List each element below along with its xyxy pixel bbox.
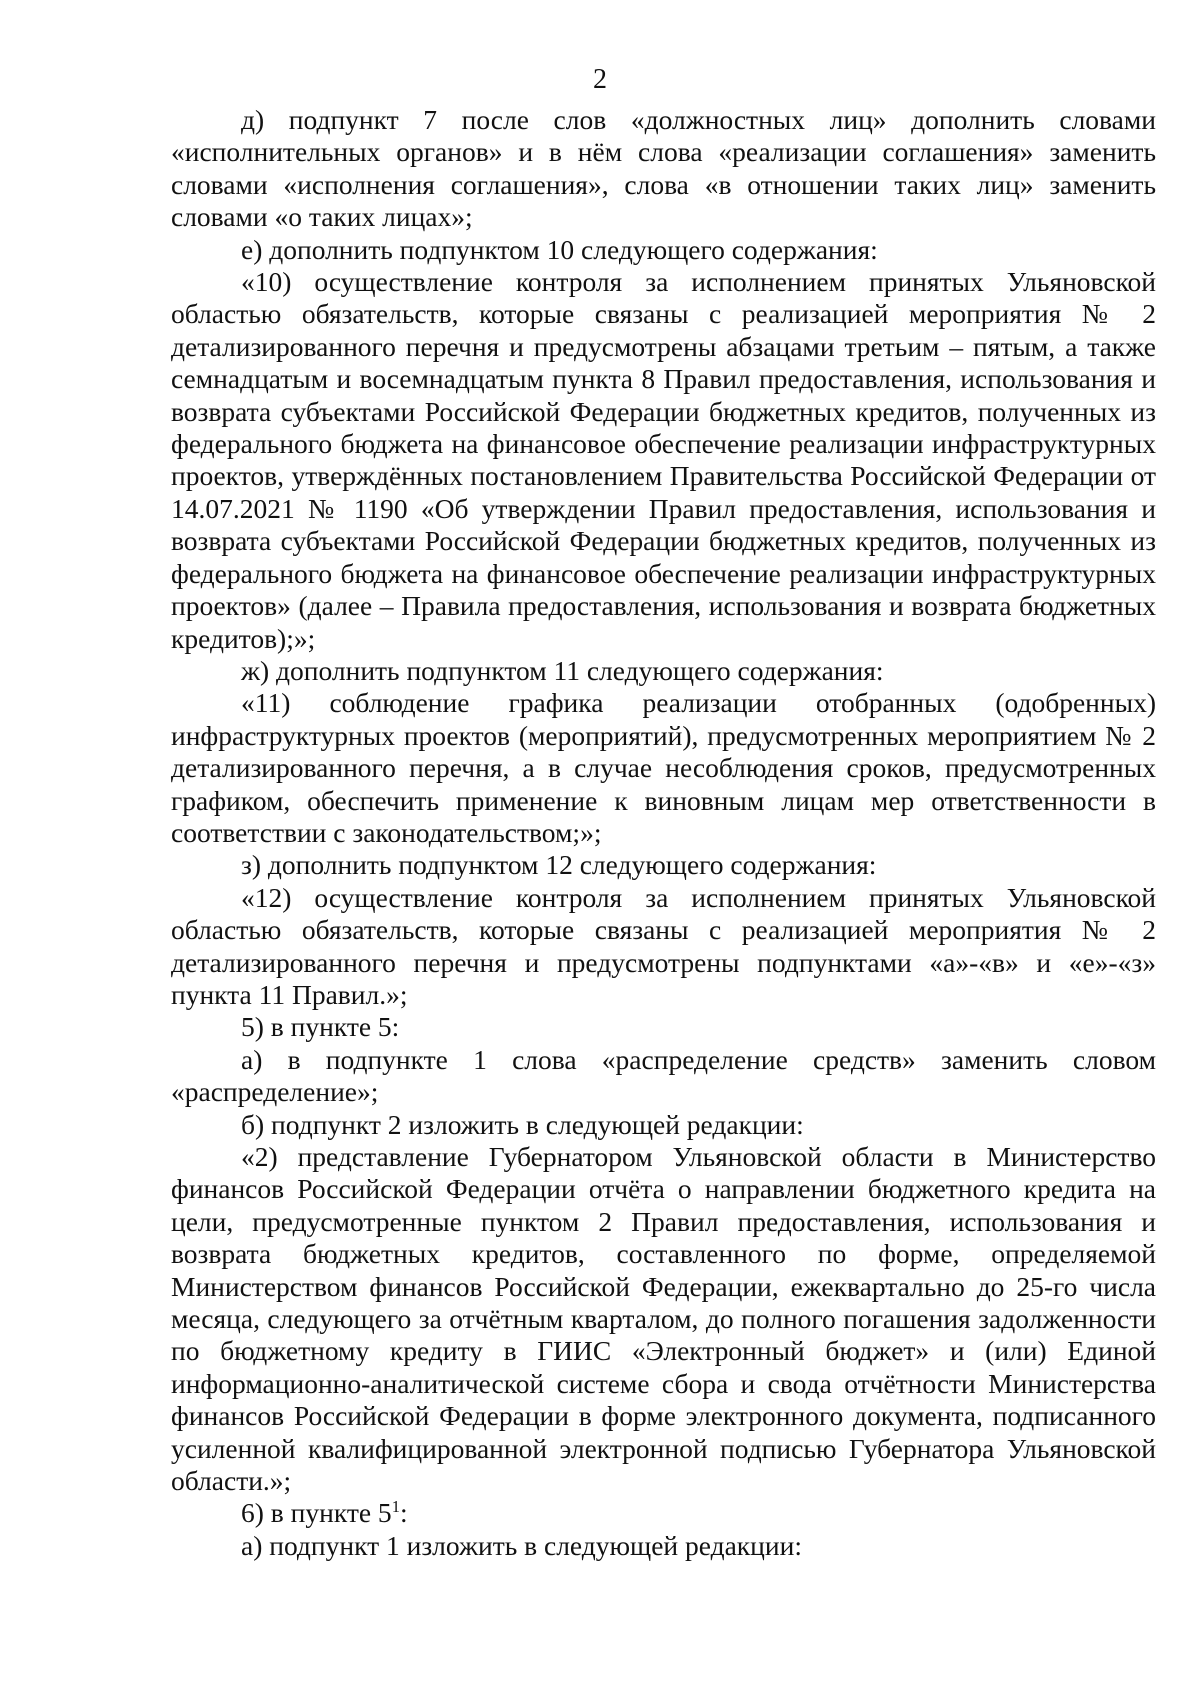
- item-6-superscript: 1: [391, 1497, 400, 1517]
- paragraph-a-subitem-1: а) в подпункте 1 слова «распределение средств» заменить словом «распределение»;: [171, 1043, 1156, 1108]
- item-6-suffix: :: [399, 1497, 408, 1529]
- paragraph-e-add-subitem-10: е) дополнить подпунктом 10 следующего содержания:: [241, 233, 878, 265]
- paragraph-d-subitem-7: д) подпункт 7 после слов «должностных лиц» дополнить словами «исполнительных органов» и в нём слова «реализации соглашения» заменить словами «исполнения соглашения», слова «в отношении таких лиц» заменить словами «о таких лицах»;: [171, 104, 1156, 233]
- paragraph-b-subitem-2: б) подпункт 2 изложить в следующей редакции:: [241, 1108, 804, 1140]
- paragraph-subitem-10-text: «10) осуществление контроля за исполнением принятых Ульяновской областью обязательств, которые связаны с реализацией мероприятия № 2 детализированного перечня и предусмотрены абзацами третьим – пятым, а также семнадцатым и восемнадцатым пункта 8 Правил предоставления, использования и возврата субъектами Российской Федерации бюджетных кредитов, полученных из федерального бюджета на финансовое обеспечение реализации инфраструктурных проектов, утверждённых постановлением Правительства Российской Федерации от 14.07.2021 № 1190 «Об утверждении Правил предоставления, использования и возврата субъектами Российской Федерации бюджетных кредитов, полученных из федерального бюджета на финансовое обеспечение реализации инфраструктурных проектов» (далее – Правила предоставления, использования и возврата бюджетных кредитов);»;: [171, 266, 1156, 654]
- document-body: [171, 104, 1156, 1562]
- paragraph-subitem-11-text: «11) соблюдение графика реализации отобранных (одобренных) инфраструктурных проектов (мероприятий), предусмотренных мероприятием № 2 детализированного перечня, а в случае несоблюдения сроков, предусмотренных графиком, обеспечить применение к виновным лицам мер ответственности в соответствии с законодательством;»;: [171, 687, 1156, 848]
- paragraph-z-add-subitem-12: з) дополнить подпунктом 12 следующего содержания:: [241, 849, 877, 881]
- paragraph-zh-add-subitem-11: ж) дополнить подпунктом 11 следующего содержания:: [241, 654, 884, 686]
- page-number: 2: [593, 64, 607, 95]
- paragraph-subitem-12-text: «12) осуществление контроля за исполнением принятых Ульяновской областью обязательств, которые связаны с реализацией мероприятия № 2 детализированного перечня и предусмотрены подпунктами «а»-«в» и «е»-«з» пункта 11 Правил.»;: [171, 881, 1156, 1010]
- paragraph-a-subitem-1-new: а) подпункт 1 изложить в следующей редакции:: [241, 1529, 802, 1561]
- paragraph-item-5-heading: 5) в пункте 5:: [241, 1011, 400, 1043]
- paragraph-subitem-2-text: «2) представление Губернатором Ульяновской области в Министерство финансов Российской Федерации отчёта о направлении бюджетного кредита на цели, предусмотренные пунктом 2 Правил предоставления, использования и возврата бюджетных кредитов, составленного по форме, определяемой Министерством финансов Российской Федерации, ежеквартально до 25-го числа месяца, следующего за отчётным кварталом, до полного погашения задолженности по бюджетному кредиту в ГИИС «Электронный бюджет» и (или) Единой информационно-аналитической системе сбора и свода отчётности Министерства финансов Российской Федерации в форме электронного документа, подписанного усиленной квалифицированной электронной подписью Губернатора Ульяновской области.»;: [171, 1141, 1156, 1497]
- item-6-text: 6) в пункте 5: [241, 1497, 392, 1529]
- paragraph-item-6-heading: [171, 1497, 1156, 1529]
